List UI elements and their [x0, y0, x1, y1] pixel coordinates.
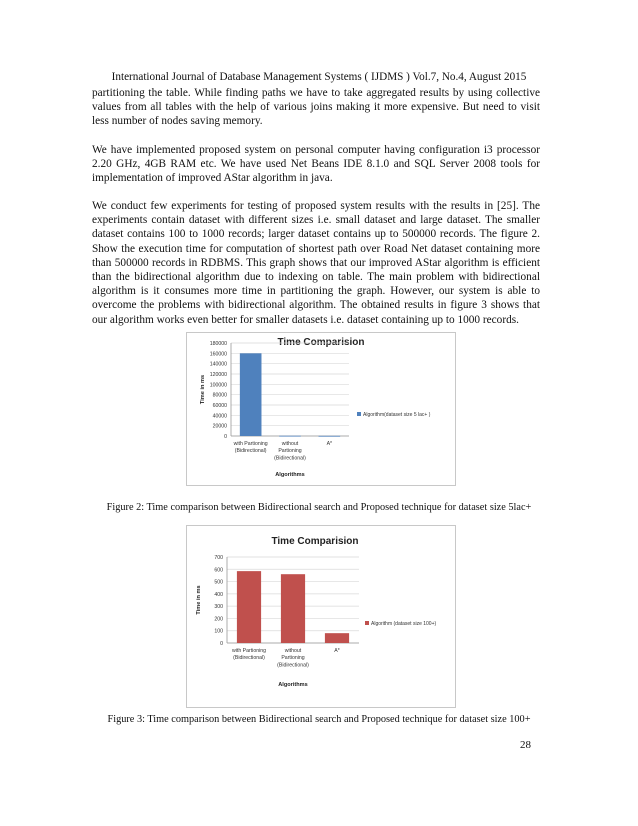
x-tick-label: (Bidirectional) [233, 655, 265, 662]
paragraph-1: partitioning the table. While finding paths we have to take aggregated results by using collective values from all tables with the help of various joins making it more expensive. But need to visit less number of nodes saving memory. [92, 87, 540, 128]
y-tick-label: 120000 [209, 372, 227, 378]
y-tick-label: 200 [214, 616, 223, 623]
bar [240, 353, 262, 436]
legend-label: Algorithm (dataset size 100+) [371, 621, 437, 627]
x-tick-label: (Bidirectional) [277, 662, 309, 669]
x-tick-label: with Partioning [231, 648, 267, 654]
y-tick-label: 0 [224, 434, 227, 440]
chart-title: Time Comparision [271, 536, 359, 547]
x-tick-label: A* [334, 648, 340, 654]
bar [325, 633, 349, 643]
x-tick-label: Partioning [281, 655, 305, 662]
x-tick-label: with Partioning [233, 441, 268, 447]
y-tick-label: 20000 [212, 423, 227, 430]
bar [319, 436, 341, 437]
y-tick-label: 180000 [209, 341, 227, 347]
x-tick-label: A* [326, 441, 333, 447]
y-tick-label: 140000 [209, 361, 227, 368]
x-axis-title: Algorithms [278, 682, 308, 688]
figure-2-caption: Figure 2: Time comparison between Bidirectional search and Proposed technique for dataset size 5lac+ [106, 502, 532, 513]
legend-swatch [357, 412, 361, 416]
y-tick-label: 100000 [209, 382, 227, 389]
figure-3-caption: Figure 3: Time comparison between Bidirectional search and Proposed technique for dataset size 100+ [107, 714, 531, 725]
y-tick-label: 100 [214, 628, 223, 635]
figure-2-svg [187, 333, 455, 485]
page-number: 28 [520, 739, 531, 751]
y-tick-label: 700 [214, 555, 223, 561]
paragraph-2: We have implemented proposed system on personal computer having configuration i3 processor 2.20 GHz, 4GB RAM etc. We have used Net Beans IDE 8.1.0 and SQL Server 2008 tools for implementation of improved AStar algorithm in java. [92, 144, 540, 185]
chart-title: Time Comparision [277, 337, 365, 348]
bar [279, 436, 301, 437]
bar [281, 574, 305, 643]
figure-3-svg [187, 526, 455, 707]
x-axis-title: Algorithms [275, 472, 305, 478]
y-tick-label: 60000 [212, 403, 227, 409]
y-tick-label: 80000 [212, 392, 227, 399]
y-tick-label: 160000 [209, 351, 227, 358]
y-axis-title: Time in ms [196, 585, 202, 615]
paragraph-3: We conduct few experiments for testing of proposed system results with the results in [25]. The experiments contain dataset with different sizes i.e. small dataset and large dataset. The smaller dataset contains 100 to 1000 records; larger dataset contains up to 500000 records. The figure 2. Show the execution time for computation of shortest path over Road Net dataset containing more than 500000 records in RDBMS. This graph shows that our improved AStar algorithm is efficient than the bidirectional algorithm due to indexing on table. The main problem with bidirectional algorithm is it consumes more time in partitioning the graph. However, our system is able to overcome the problems with bidirectional algorithm. The obtained results in figure 3 shows that our algorithm works even better for smaller datasets i.e. dataset containing up to 1000 records. [92, 200, 540, 326]
y-tick-label: 600 [214, 567, 223, 574]
x-tick-label: (Bidirectional) [274, 455, 306, 462]
legend-swatch [365, 621, 369, 625]
legend-label: Algorithm(dataset size 5 lac+ ) [363, 412, 431, 418]
y-tick-label: 500 [214, 579, 223, 586]
figure-3-chart [186, 525, 456, 708]
figure-2-chart [186, 332, 456, 486]
bar [237, 571, 261, 643]
x-tick-label: without [284, 648, 302, 654]
y-axis-title: Time in ms [200, 374, 206, 405]
y-tick-label: 0 [220, 641, 223, 647]
y-tick-label: 400 [214, 591, 223, 598]
x-tick-label: without [281, 441, 299, 447]
x-tick-label: (Bidirectional) [234, 448, 267, 455]
y-tick-label: 40000 [212, 413, 227, 420]
x-tick-label: Partioning [278, 448, 302, 455]
journal-header: International Journal of Database Management Systems ( IJDMS ) Vol.7, No.4, August 2015 [111, 71, 527, 83]
y-tick-label: 300 [214, 604, 223, 611]
